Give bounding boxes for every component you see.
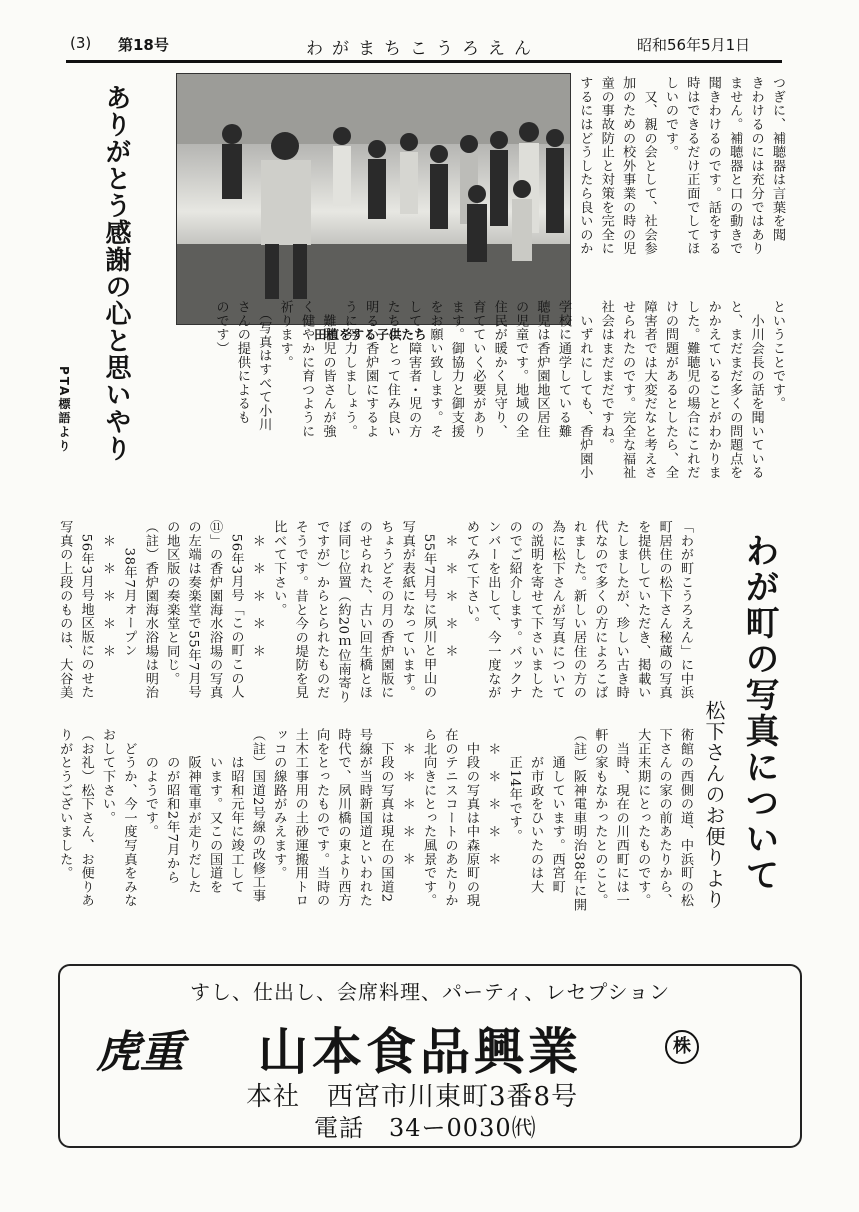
page-number: (3) [70, 34, 92, 52]
photo-caption: 田植をする子供たち [314, 327, 427, 342]
ad-phone: 電話 34ー0030㈹ [314, 1114, 537, 1142]
article2-subtitle: 松下さんのお便りより [702, 700, 726, 910]
article2-column-2: 術館の西側の道、中浜町の松 下さんの家の前あたりから、 大正末期にとったものです。 当時、現在の川西町には一 軒の家もなかったとのこと。 （註）阪神電車明治38年に開 通しています。西宮町 が市政をひいたのは大 正14年です。 ＊ ＊ ＊ ＊ ＊ 中段の写真は中森原町の現 在のテニスコートのあたりか ら北向きにとった風景です。 ＊ ＊ ＊ ＊ ＊ 下段の写真は現在の国道2 号線が当時新国道といわれた 時代で、夙川橋の東より西方 向をとったものです。当時の 土木工事用の土砂運搬用トロ ッコの線路がみえます。 （註）国道2号線の改修工事 は昭和元年に竣工して います。又この国道を 阪神電車が走りだした のが昭和2年7月から のようです。 どうか、今一度写真をみな おして下さい。 （お礼）松下さん、お便りあ りがとうございました。 [57, 728, 693, 912]
ad-corp-mark: 株 [665, 1030, 699, 1064]
article1-title: ありがとう感謝の心と思いやり [101, 84, 131, 462]
header-rule [66, 60, 782, 63]
ad-brand-logo: 虎重 [96, 1027, 184, 1078]
newsletter-title: わがまちこうろえん [306, 39, 540, 59]
article1-column-middle: ということです。 小川会長の話を聞いている と、まだまだ多くの問題点を かかえていることがわかりま した。難聴児の場合にこれだ けの問題があるとしたら、全 障害者では大変だなと考えさ せられたのです。完全な福祉 社会はまだまだですね。 いずれにしても、香炉園小 学校に通学している難 聴児は香炉園地区居住 の児童です。地域の全 住民が暖かく見守り、 育てていく必要があり ます。御協力と御支援 をお願い致します。そ して、障害者・児の方 たちにとって住み良い 明るい香炉園にするよ うに努力しましょう。 難聴児の皆さんが強 く健やかに育つように 祈ります。 （写真はすべて小川 さんの提供によるも のです） [213, 300, 785, 480]
article1-column-upper: つぎに、補聴器は言葉を聞 きわけるのには充分ではあり ません。補聴器と口の動きで 聞きわけるのです。話をする 時はできるだけ正面でしてほ しいのです。 又、親の会として、社会参 加のための校外事業の時の児 童の事故防止と対策を完全に するにはどうしたら良いのか [577, 76, 785, 256]
ad-company-name: 山本食品興業 [258, 1023, 582, 1081]
ad-address: 本社 西宮市川東町3番8号 [246, 1082, 579, 1112]
rice-planting-photo [176, 73, 571, 325]
ad-tagline: すし、仕出し、会席料理、パーティ、レセプション [190, 980, 671, 1004]
article2-column-1: 「わが町こうろえん」に中浜 町居住の松下さん秘蔵の写真 を提供していただき、掲載い たしましたが、珍しい古き時 代なので多くの方によろこば れました。新しい居住の方の 為に松下さんが写真について の説明を寄せて下さいました のでご紹介します。バックナ ンバーを出して、今一度なが めてみて下さい。 ＊ ＊ ＊ ＊ ＊ 55年7月号に夙川と甲山の 写真が表紙になっています。 ちょうどその月の香炉園版に のせられた、古い回生橋とほ ぼ同じ位置（約20ｍ位南寄り ですが）からとられたものだ そうです。昔と今の堤防を見 比べて下さい。 ＊ ＊ ＊ ＊ ＊ 56年3月号「この町この人 ⑪」の香炉園海水浴場の写真 の左端は奏楽堂で55年7月号 の地区版の奏楽堂と同じ。 （註）香炉園海水浴場は明治 38年7月オープン ＊ ＊ ＊ ＊ ＊ 56年3月号地区版にのせた 写真の上段のものは、大谷美 [57, 520, 693, 704]
photo-illustration [177, 74, 570, 324]
article2-title: わが町の写真について [739, 533, 779, 893]
issue-date: 昭和56年5月1日 [637, 36, 751, 54]
article1-source: PTA標語より [57, 366, 71, 454]
issue-number: 第18号 [118, 36, 169, 54]
